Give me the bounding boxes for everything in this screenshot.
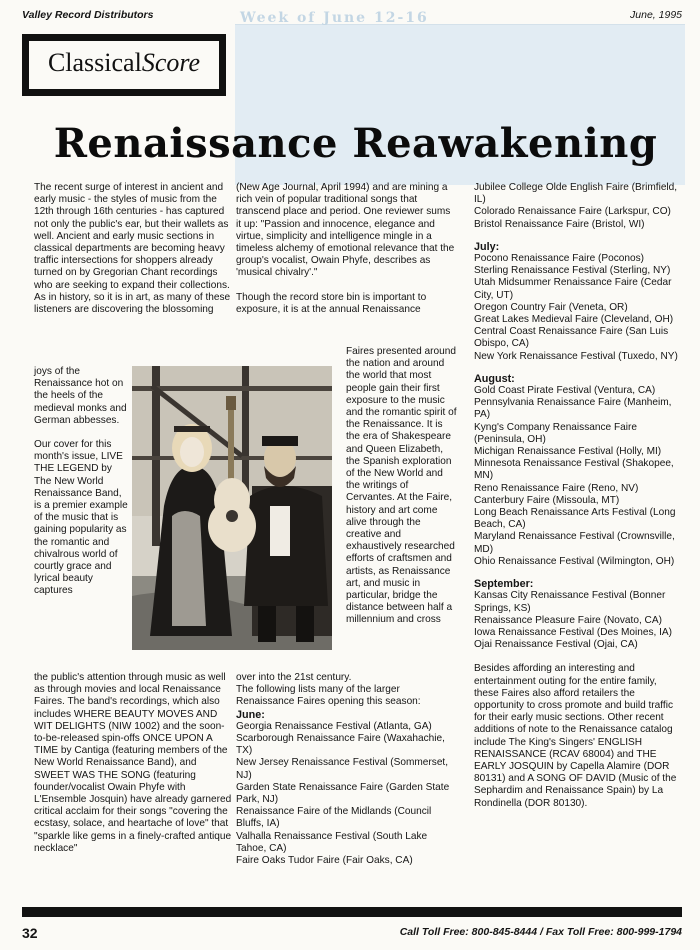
september-heading: September: [474,578,534,591]
list-item: Iowa Renaissance Festival (Des Moines, IA) [474,626,673,638]
badge-part1: Classical [47,48,142,77]
col1-paragraph-1: The recent surge of interest in ancient and early music - the styles of music from the 12th through 16th centuries - has captured not only the public's ear, but their wallets as well. Ancient and early music sections in classical departments are becoming heavy traffic intersections for shoppers already turned on by Gregorian Chant recordings who are seeking to expand their collections. As in history, so it is in art, as many of these listeners are discovering the blossoming [34,182,231,316]
footer-rule [22,907,682,917]
col2-paragraph-2-wrap: Faires presented around the nation and around the world that most people gain their first exposure to the music and the romantic spirit of the Renaissance. It is the era of Shakespeare and Queen Elizabeth, the Spanish exploration of the New World and the writings of Cervantes. At the Faire, history and art come alive through the creative and exhaustively researched efforts of craftsmen and artists, as Renaissance art, and music in particular, bridge the distance between half a millennium and cross [346,346,457,626]
col2-paragraph-2-top: Though the record store bin is important to exposure, it is at the annual Renaissance [236,291,427,315]
list-item: Colorado Renaissance Faire (Larkspur, CO) [474,206,671,218]
headline: Renaissance Reawakening [53,120,658,167]
list-item: Bristol Renaissance Faire (Bristol, WI) [474,218,645,230]
col2-paragraph-2-end: over into the 21st century. [236,672,352,683]
column-2 [236,182,456,316]
list-item: Central Coast Renaissance Faire (San Luis Obispo, CA) [474,326,669,350]
header-date: June, 1995 [630,9,682,21]
list-item: Kansas City Renaissance Festival (Bonner Springs, KS) [474,590,666,614]
list-item: Great Lakes Medieval Faire (Cleveland, OH) [474,314,674,326]
page-number: 32 [22,925,38,941]
header-company: Valley Record Distributors [22,9,154,21]
column-2-lower [236,672,456,867]
list-item: Ojai Renaissance Festival (Ojai, CA) [474,639,638,651]
list-item: Faire Oaks Tudor Faire (Fair Oaks, CA) [236,855,413,867]
background-ghost-text: Week of June 12-16 [240,10,429,26]
list-item: Canterbury Faire (Missoula, MT) [474,494,620,506]
list-item: New York Renaissance Festival (Tuxedo, NY) [474,350,678,362]
badge-part2: Score [141,48,201,77]
col1-below-photo-text [34,672,234,855]
list-item: Garden State Renaissance Faire (Garden State Park, NJ) [236,781,450,806]
list-item: Oregon Country Fair (Veneta, OR) [474,301,628,313]
band-photo-illustration [132,366,332,650]
list-item: Scarborough Renaissance Faire (Waxahachie, TX) [236,733,445,757]
list-item: Valhalla Renaissance Festival (South Lake Tahoe, CA) [236,830,428,854]
col1-wrap-paragraph-2: Our cover for this month's issue, LIVE THE LEGEND by The New World Renaissance Band, is a premier example of the music that is gaining popularity as the romantic and chivalrous world of courtly grace and lyrical beauty captures [34,439,128,597]
june-list [236,721,456,867]
footer-phone-numbers: Call Toll Free: 800-845-8444 / Fax Toll Free: 800-999-1794 [399,926,682,938]
section-badge-label [29,41,219,89]
list-item: Jubilee College Olde English Faire (Brimfield, IL) [474,182,678,206]
list-item: Sterling Renaissance Festival (Sterling, NY) [474,265,671,277]
col1-wrap-text [34,366,128,598]
column-3 [474,182,684,810]
list-item: Pocono Renaissance Faire (Poconos) [474,253,645,265]
list-item: Maryland Renaissance Festival (Crownsville, MD) [474,531,675,555]
list-item: Georgia Renaissance Festival (Atlanta, GA) [236,720,432,732]
list-item: Reno Renaissance Faire (Reno, NV) [474,482,639,494]
list-item: Renaissance Faire of the Midlands (Council Bluffs, IA) [236,806,432,830]
list-item: Gold Coast Pirate Festival (Ventura, CA) [474,385,656,397]
list-item: Utah Midsummer Renaissance Faire (Cedar City, UT) [474,277,672,301]
list-item: Minnesota Renaissance Festival (Shakopee, MN) [474,458,674,482]
band-photo [132,366,332,650]
col3-closing-paragraph: Besides affording an interesting and entertainment outing for the entire family, these Faires also afford retailers the opportunity to cross promote and build traffic for their early music sections. Other recent additions of note to the Renaissance catalog include The King's Singers' ENGLISH RENAISSANCE (RCAV 68004) and THE EARLY JOSQUIN by Capella Alamire (DOR 80131) and A SONG OF DAVID (Music of the Sephardim and Renaissance Spain) by La Rondinella (DOR 80130). [474,663,677,809]
list-item: New Jersey Renaissance Festival (Sommerset, NJ) [236,757,449,781]
section-badge [22,34,226,96]
list-item: Kyng's Company Renaissance Faire (Peninsula, OH) [474,421,637,445]
col1-wrap-paragraph-1: joys of the Renaissance hot on the heels of the medieval monks and German abbesses. [34,366,127,426]
june-heading: June: [236,708,265,721]
list-item: Renaissance Pleasure Faire (Novato, CA) [474,614,662,626]
col2-paragraph-1: (New Age Journal, April 1994) and are mining a rich vein of popular traditional songs that transcend place and period. One reviewer sums it up: "Passion and innocence, elegance and virtue, simplicity and intelligence mingle in a timeless alchemy of emotional relevance that the group's vocalist, Owain Phyfe, describes as 'musical chivalry'." [236,182,455,279]
column-1 [34,182,234,316]
list-item: Long Beach Renaissance Arts Festival (Long Beach, CA) [474,507,676,531]
list-item: Michigan Renaissance Festival (Holly, MI) [474,446,662,458]
col1-paragraph-below: the public's attention through music as well as through movies and local Renaissance Faires. The band's recordings, which also includes WHERE BEAUTY MOVES AND WIT DELIGHTS (NIW 1002) and the soon-to-be-released spin-offs ONCE UPON A TIME by Cantiga (featuring members of the New World Renaissance Band), and SWEET WAS THE SONG (featuring founder/vocalist Owain Phyfe with L'Ensemble Josquin) have already garnered critical acclaim for their songs "covering the ecstasy, solace, and heartache of love" that "sparkle like gems in a finely-crafted antique necklace" [34,672,232,854]
july-heading: July: [474,240,500,253]
col2-wrap-text [346,346,458,627]
august-heading: August: [474,372,515,385]
list-item: Ohio Renaissance Festival (Wilmington, OH) [474,555,675,567]
list-item: Pennsylvania Renaissance Faire (Manheim, PA) [474,397,672,421]
col2-list-intro: The following lists many of the larger Renaissance Faires opening this season: [236,684,421,708]
